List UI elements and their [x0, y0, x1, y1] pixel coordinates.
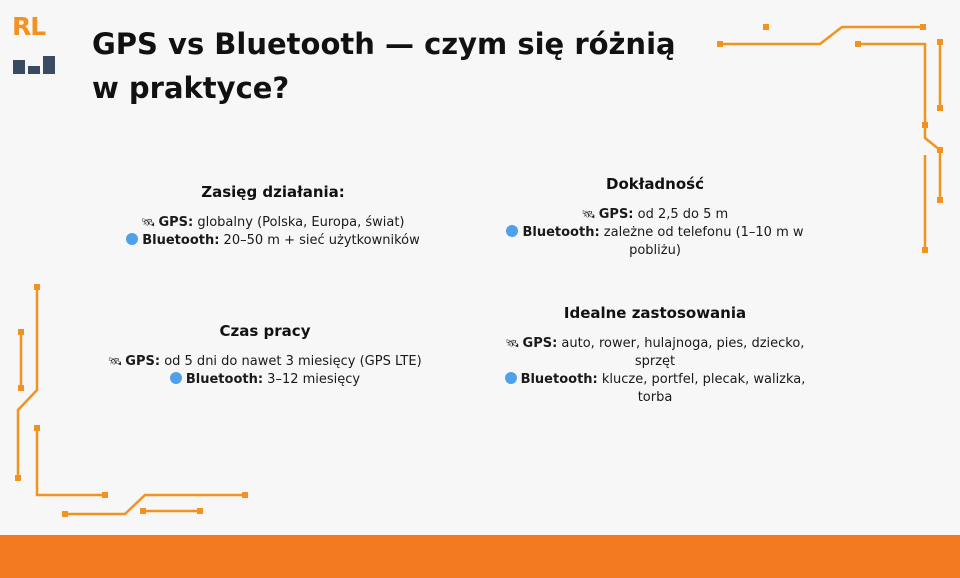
- gps-text: od 2,5 do 5 m: [633, 207, 729, 222]
- gps-label: GPS:: [158, 215, 194, 230]
- gps-label: GPS:: [125, 354, 161, 369]
- bluetooth-line: [500, 224, 810, 260]
- blue-circle-icon: [506, 225, 518, 237]
- bluetooth-label: Bluetooth:: [520, 372, 598, 387]
- gps-line: [500, 335, 810, 371]
- satellite-icon: 🛰: [505, 337, 520, 350]
- section-runtime: [100, 321, 430, 389]
- section-accuracy: [500, 174, 810, 260]
- bluetooth-label: Bluetooth:: [522, 225, 600, 240]
- gps-text: od 5 dni do nawet 3 miesięcy (GPS LTE): [160, 354, 422, 369]
- blue-circle-icon: [126, 233, 138, 245]
- bluetooth-text: klucze, portfel, plecak, walizka, torba: [597, 372, 806, 405]
- bluetooth-line: [500, 371, 810, 407]
- logo-text: RL: [12, 12, 46, 41]
- footer-bar: [0, 535, 960, 578]
- gps-text: auto, rower, hulajnoga, pies, dziecko, sprzęt: [557, 336, 805, 369]
- satellite-icon: 🛰: [581, 208, 596, 221]
- logo-bars-icon: [12, 52, 58, 74]
- bluetooth-text: zależne od telefonu (1–10 m w pobliżu): [599, 225, 804, 258]
- bluetooth-text: 20–50 m + sieć użytkowników: [219, 233, 420, 248]
- logo: [12, 14, 60, 76]
- satellite-icon: 🛰: [141, 216, 156, 229]
- section-heading: Czas pracy: [219, 322, 311, 340]
- section-heading: Zasięg działania:: [201, 183, 345, 201]
- page-title: GPS vs Bluetooth — czym się różnią w praktyce?: [92, 27, 676, 105]
- gps-line: [500, 206, 810, 224]
- section-heading: Idealne zastosowania: [563, 304, 747, 322]
- bluetooth-line: [100, 371, 430, 389]
- bluetooth-label: Bluetooth:: [142, 233, 220, 248]
- bluetooth-text: 3–12 miesięcy: [263, 372, 361, 387]
- blue-circle-icon: [505, 372, 517, 384]
- blue-circle-icon: [170, 372, 182, 384]
- gps-line: [118, 214, 428, 232]
- satellite-icon: 🛰: [108, 355, 123, 368]
- gps-text: globalny (Polska, Europa, świat): [193, 215, 405, 230]
- gps-label: GPS:: [598, 207, 634, 222]
- gps-label: GPS:: [522, 336, 558, 351]
- section-range: [118, 182, 428, 250]
- section-heading: Dokładność: [606, 175, 704, 193]
- gps-line: [100, 353, 430, 371]
- section-usage: [500, 303, 810, 407]
- bluetooth-label: Bluetooth:: [185, 372, 264, 387]
- bluetooth-line: [118, 232, 428, 250]
